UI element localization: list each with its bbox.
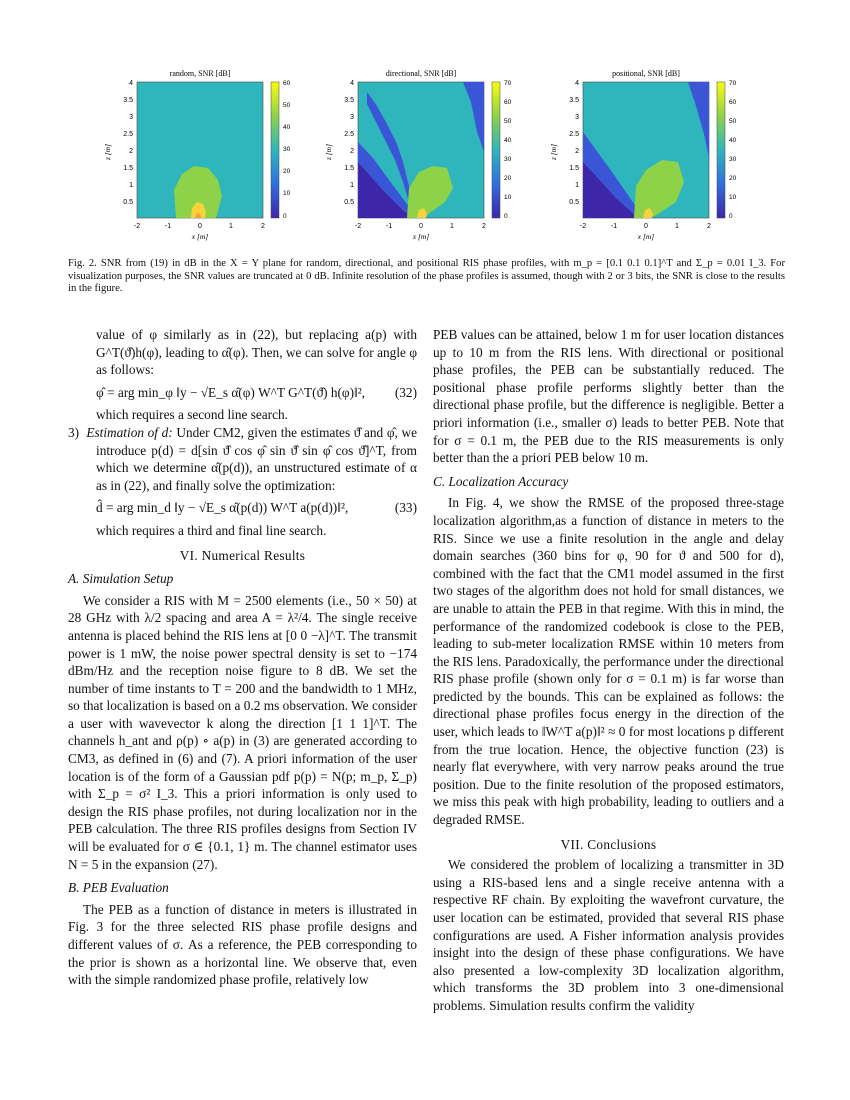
cbar-tick: 60 [504,99,512,106]
cbar-tick: 10 [283,190,291,197]
paragraph: value of φ similarly as in (22), but replacing a(p) with G^T(ϑ̂)h(φ), leading to α̂(φ). Then, we can solve for angle φ as follows: [96,327,417,378]
y-axis-label: z [m] [324,143,333,161]
panel-title: random, SNR [dB] [169,69,231,78]
cbar-tick: 0 [283,213,287,220]
x-tick: -2 [354,223,362,230]
x-tick: 2 [707,223,711,230]
paragraph: which requires a second line search. [96,407,288,423]
cbar-tick: 0 [504,213,508,220]
y-tick: 4 [350,80,354,87]
x-axis-label: x [m] [191,232,209,241]
subsection-heading: A. Simulation Setup [68,571,174,587]
y-tick: 4 [129,80,133,87]
y-tick: 0.5 [569,199,579,206]
paragraph: which requires a third and final line search. [96,522,327,538]
cbar-tick: 60 [283,80,291,87]
y-tick: 3.5 [344,97,354,104]
y-tick: 1.5 [123,165,133,172]
cbar-tick: 10 [504,194,512,201]
paragraph: We considered the problem of localizing a transmitter in 3D using a RIS-based lens and a single receive antenna with a respective RF chain. By exploiting the wavefront curvature, the user location can be estimated, provided that several RIS phase configurations are used. A Fisher information analysis provides insight into the design of these phase configurations. We have also presented a low-complexity 3D localization algorithm, which transforms the 3D problem into 3 one-dimensional problems. Simulation results confirm the validity [433,857,784,1013]
cbar-tick: 60 [729,99,737,106]
paragraph: In Fig. 4, we show the RMSE of the proposed three-stage localization algorithm,as a function of distance in meters to the RIS. Since we use a finite resolution in the angle and delay domain searches (360 bins for φ, 90 for ϑ and 500 for d), combined with the fact that the CM1 model assumed in the first two stages of the algorithm does not hold for small distances, we are unable to attain the PEB in that regime. With this in mind, the performance of the randomized codebook is close to the PEB, leading to sub-meter localization RMSE within 10 meters from the RIS lens. Paradoxically, the performance under the directional RIS phase profile (shown only for σ = 0.1 m) is far worse than predicted by the bounds. This can be explained as follows: the directional phase profiles focus energy in the direction of the user, which leads to ‖W^T a(p)‖² ≈ 0 for most locations p different from the true location. Hence, the objective function (23) is nearly flat everywhere, with very narrow peaks around the true position. Due to the finite resolution of the proposed estimators, we miss this peak with high probability, leading to outliers and a degraded RMSE. [433,495,784,828]
subsection-heading: B. PEB Evaluation [68,880,169,896]
snr-heatmap-directional [311,62,573,252]
cbar-tick: 10 [729,194,737,201]
y-tick: 4 [575,80,579,87]
y-axis-label: z [m] [103,143,112,161]
cbar-tick: 50 [283,102,291,109]
cbar-tick: 0 [729,213,733,220]
y-tick: 0.5 [344,199,354,206]
list-item-3 [68,424,417,494]
cbar-tick: 20 [283,168,291,175]
list-item-text: Under CM2, given the estimates ϑ̂ and φ̂, we introduce p(d) = d[sin ϑ̂ cos φ̂ sin ϑ̂ sin φ̂ cos ϑ̂]^T, from which we determine α̂(p(d)), an unstructured estimate of α as in (22), and finally solve the optimization: [96,424,417,493]
list-item-title: Estimation of d: [86,424,173,440]
x-tick: 1 [675,223,679,230]
figure-caption: Fig. 2. SNR from (19) in dB in the X = Y plane for random, directional, and positional RIS phase profiles, with m_p = [0.1 0.1 0.1]^T and Σ_p = 0.01 I_3. For visualization purposes, the SNR values are truncated at 0 dB. Infinite resolution of the phase profiles is assumed, though with 2 or 3 bits, the SNR is close to the results in the figure. [68,258,785,295]
y-tick: 2 [129,148,133,155]
equation-number: (33) [394,500,417,516]
y-tick: 2.5 [344,131,354,138]
snr-panel-positional [538,62,800,252]
y-tick: 2 [350,148,354,155]
x-tick: 2 [482,223,486,230]
colorbar [271,82,279,218]
x-tick: -1 [610,223,618,230]
cbar-tick: 40 [504,137,512,144]
y-tick: 1 [350,182,354,189]
cbar-tick: 40 [283,124,291,131]
x-tick: -1 [164,223,172,230]
x-tick: 1 [229,223,233,230]
y-tick: 3 [575,114,579,121]
y-tick: 1 [575,182,579,189]
equation-body: φ̂ = arg min_φ ‖y − √E_s α̂(φ) W^T G^T(ϑ̂) h(φ)‖², [96,384,366,400]
colorbar [717,82,725,218]
snr-heatmap-positional [538,62,800,252]
cbar-tick: 70 [504,80,512,87]
y-tick: 3.5 [123,97,133,104]
cbar-tick: 30 [729,156,737,163]
subsection-heading: C. Localization Accuracy [433,473,569,489]
x-tick: 0 [644,223,648,230]
equation-body: d̂ = arg min_d ‖y − √E_s α̂(p(d)) W^T a(p(d))‖², [96,500,349,516]
x-axis-label: x [m] [412,232,430,241]
cbar-tick: 30 [504,156,512,163]
equation-33 [96,499,417,517]
y-tick: 2.5 [123,131,133,138]
left-column [68,326,417,989]
cbar-tick: 50 [504,118,512,125]
paragraph: The PEB as a function of distance in meters is illustrated in Fig. 3 for the three selected RIS phase profile designs and different values of σ. As a reference, the PEB corresponding to the prior is shown as a horizontal line. We observe that, even with the simple randomized phase profile, relatively low [68,901,417,988]
panel-title: positional, SNR [dB] [612,69,680,78]
paragraph: We consider a RIS with M = 2500 elements (i.e., 50 × 50) at 28 GHz with λ/2 spacing and area A = λ²/4. The single receive antenna is placed behind the RIS lens at [0 0 −λ]^T. The transmit power is 1 mW, the noise power spectral density is set to −174 dBm/Hz and the reception noise figure to 8 dB. We set the number of time instants to T = 200 and the bandwidth to 1 MHz, so that localization is based on a 0.2 ms observation. We consider a user with wavevector k along the direction [1 1 1]^T. The channels h_ant and ρ(p) ∘ a(p) in (3) are generated according to CM3, as defined in (6) and (7). A priori information of the user location is of the form of a Gaussian pdf p(p) = N(p; m_p, Σ_p) with Σ_p = σ² I_3. This a priori information is only used to design the RIS phase profiles, not during localization nor in the PEB calculation. The three RIS profiles designs from Section IV will be evaluated for σ ∈ {0.1, 1} m. The channel estimator uses N = 5 in the expansion (27). [68,592,417,872]
y-tick: 1 [129,182,133,189]
x-axis-label: x [m] [637,232,655,241]
x-tick: -1 [385,223,393,230]
cbar-tick: 20 [504,175,512,182]
x-tick: -2 [133,223,141,230]
cbar-tick: 50 [729,118,737,125]
y-tick: 1.5 [344,165,354,172]
colorbar [492,82,500,218]
y-axis-label: z [m] [549,143,558,161]
x-tick: 1 [450,223,454,230]
y-tick: 0.5 [123,199,133,206]
paragraph: PEB values can be attained, below 1 m for user location distances up to 10 m from the RIS lens. With directional or positional phase profiles, the PEB can be substantially reduced. The positional phase profile performs slightly better than the directional phase profile, but the difference is negligible. Better a priori information (i.e., smaller σ) leads to better PEB. Note that for σ = 0.1 m, the PEB due to the RIS measurements is only better than the a priori PEB below 10 m. [433,327,784,466]
equation-number: (32) [394,384,417,400]
equation-32 [96,384,417,402]
figure-2 [0,62,850,252]
section-heading: VI. Numerical Results [179,547,306,563]
y-tick: 2 [575,148,579,155]
snr-panel-directional [311,62,573,252]
cbar-tick: 20 [729,175,737,182]
section-heading: VII. Conclusions [560,836,657,852]
y-tick: 3 [129,114,133,121]
cbar-tick: 30 [283,146,291,153]
x-tick: 0 [419,223,423,230]
right-column [433,326,784,1015]
y-tick: 3.5 [569,97,579,104]
cbar-tick: 40 [729,137,737,144]
panel-title: directional, SNR [dB] [385,69,457,78]
x-tick: -2 [579,223,587,230]
list-number: 3) [68,424,80,440]
x-tick: 0 [198,223,202,230]
x-tick: 2 [261,223,265,230]
y-tick: 3 [350,114,354,121]
cbar-tick: 70 [729,80,737,87]
y-tick: 1.5 [569,165,579,172]
y-tick: 2.5 [569,131,579,138]
